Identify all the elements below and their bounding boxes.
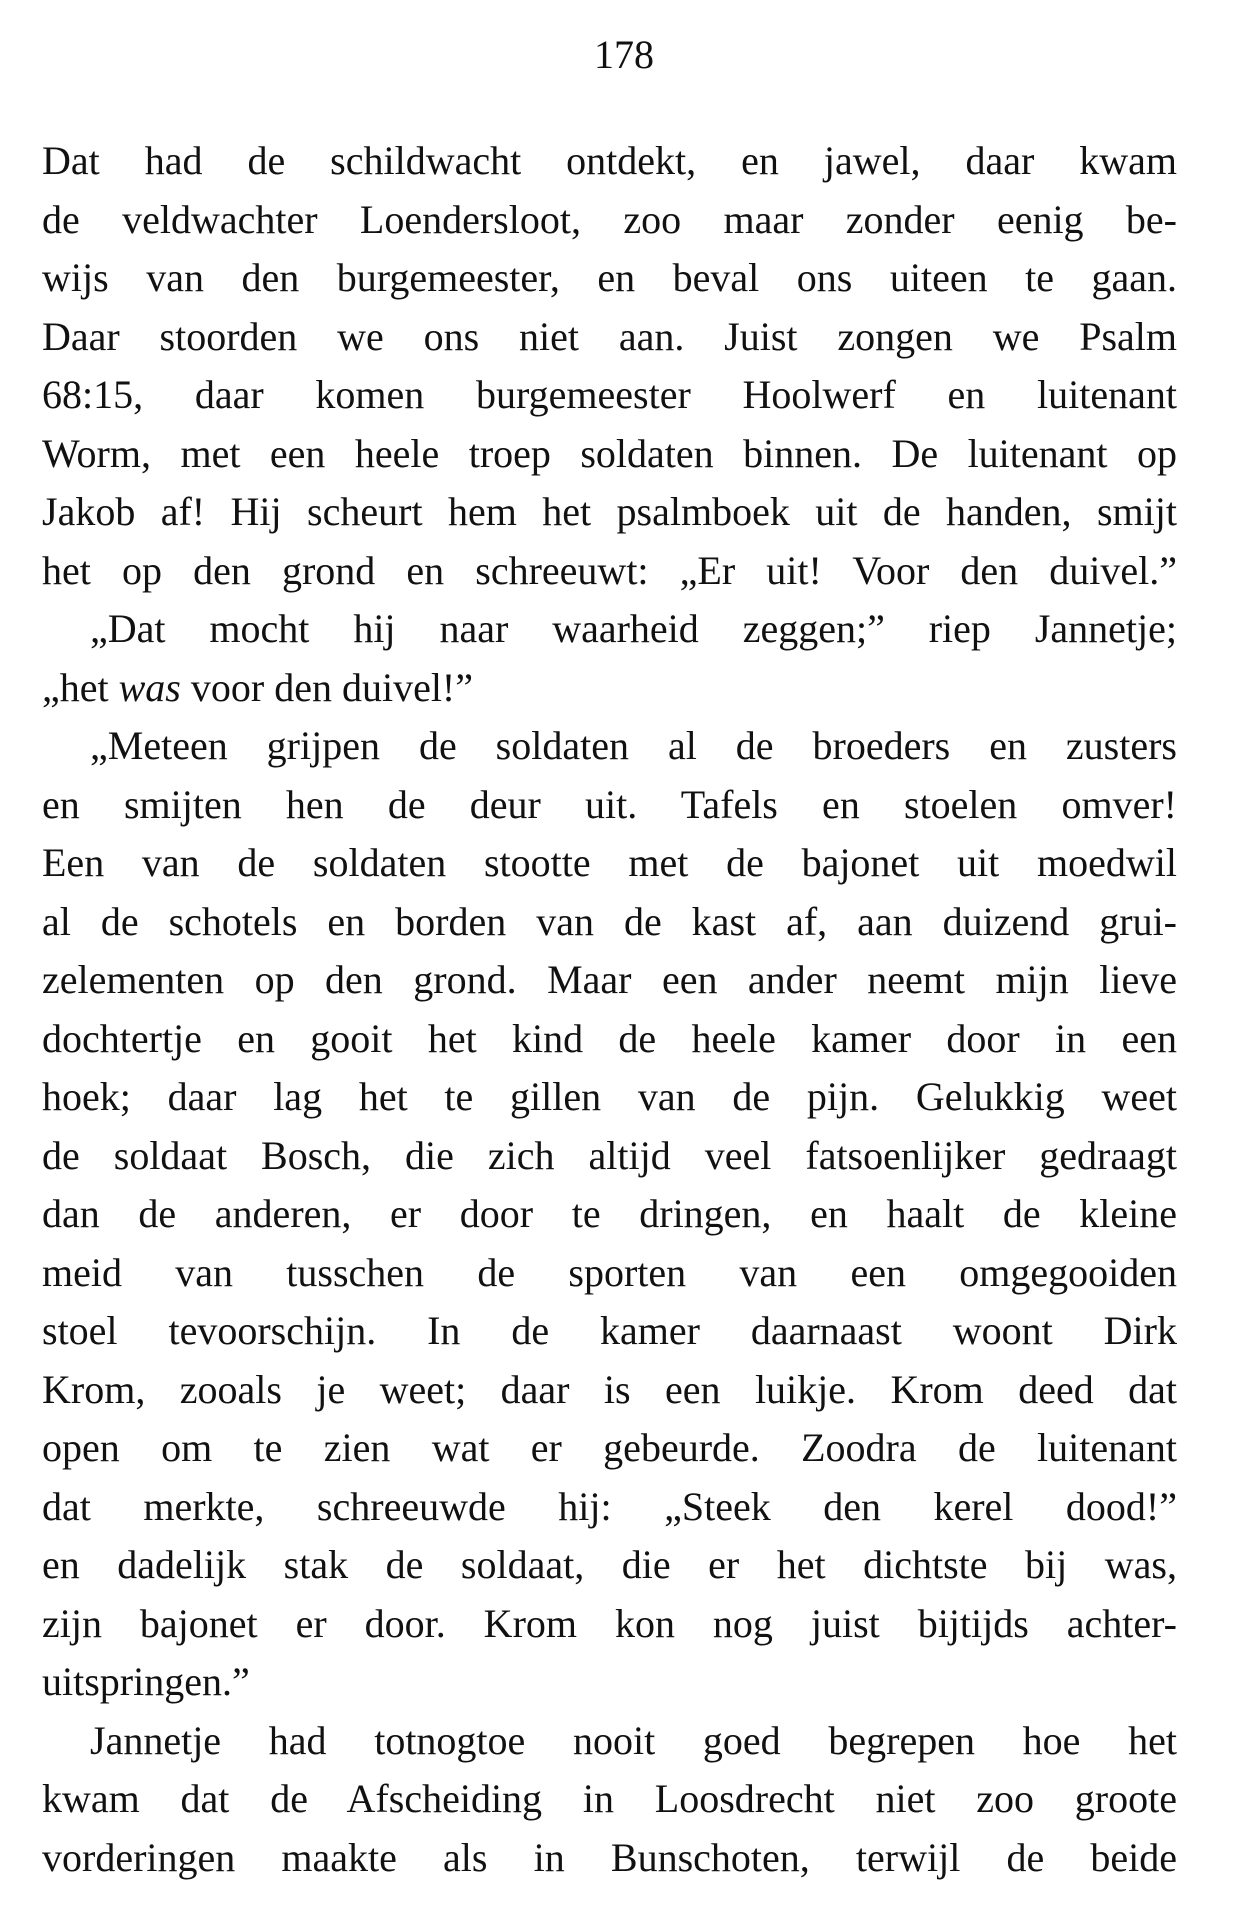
text-line: „Meteen grijpen de soldaten al de broeders en zusters [90, 723, 1177, 768]
text-line: hoek; daar lag het te gillen van de pijn. Gelukkig weet [42, 1074, 1177, 1119]
text-line: Jannetje had totnogtoe nooit goed begrepen hoe het [90, 1717, 1177, 1763]
text-line: Dat had de schildwacht ontdekt, en jawel, daar kwam [42, 138, 1177, 183]
text-line: dochtertje en gooit het kind de heele kamer door in een [42, 1015, 1177, 1061]
text-line: uitspringen.” [42, 1659, 250, 1704]
text-line: stoel tevoorschijn. In de kamer daarnaast woont Dirk [42, 1308, 1177, 1353]
text-line: Jakob af! Hij scheurt hem het psalmboek uit de handen, smijt [42, 489, 1177, 534]
text-line: Een van de soldaten stootte met de bajonet uit moedwil [42, 840, 1177, 885]
text-line: wijs van den burgemeester, en beval ons uiteen te gaan. [42, 255, 1177, 300]
text-line: open om te zien wat er gebeurde. Zoodra de luitenant [42, 1425, 1177, 1470]
emphasis: was [118, 664, 181, 710]
text-line: meid van tusschen de sporten van een omgegooiden [42, 1249, 1177, 1295]
text-line: zelementen op den grond. Maar een ander neemt mijn lieve [42, 957, 1177, 1002]
text-line: en smijten hen de deur uit. Tafels en stoelen omver! [42, 781, 1177, 827]
text-line: kwam dat de Afscheiding in Loosdrecht niet zoo groote [42, 1776, 1177, 1821]
text-line: Krom, zooals je weet; daar is een luikje. Krom deed dat [42, 1366, 1177, 1412]
text-line: Worm, met een heele troep soldaten binnen. De luitenant op [42, 430, 1177, 476]
text-line: de soldaat Bosch, die zich altijd veel fatsoenlijker gedraagt [42, 1132, 1177, 1178]
text-line: zijn bajonet er door. Krom kon nog juist bijtijds achter- [42, 1600, 1177, 1646]
text-line: „Dat mocht hij naar waarheid zeggen;” riep Jannetje; [90, 606, 1177, 651]
text-line: vorderingen maakte als in Bunschoten, terwijl de beide [42, 1834, 1177, 1880]
text-line: Daar stoorden we ons niet aan. Juist zongen we Psalm [42, 313, 1177, 359]
text-line: 68:15, daar komen burgemeester Hoolwerf en luitenant [42, 372, 1177, 417]
text-line: de veldwachter Loendersloot, zoo maar zonder eenig be- [42, 196, 1177, 242]
text-line: het op den grond en schreeuwt: „Er uit! Voor den duivel.” [42, 547, 1177, 593]
page-number: 178 [594, 32, 654, 77]
body-text [42, 132, 1177, 1887]
text-line: dan de anderen, er door te dringen, en haalt de kleine [42, 1191, 1177, 1236]
text-line: al de schotels en borden van de kast af, aan duizend grui- [42, 898, 1177, 944]
text-line: en dadelijk stak de soldaat, die er het dichtste bij was, [42, 1542, 1177, 1587]
text-line: dat merkte, schreeuwde hij: „Steek den kerel dood!” [42, 1483, 1177, 1529]
text-line: „het was voor den duivel!” [42, 664, 474, 710]
